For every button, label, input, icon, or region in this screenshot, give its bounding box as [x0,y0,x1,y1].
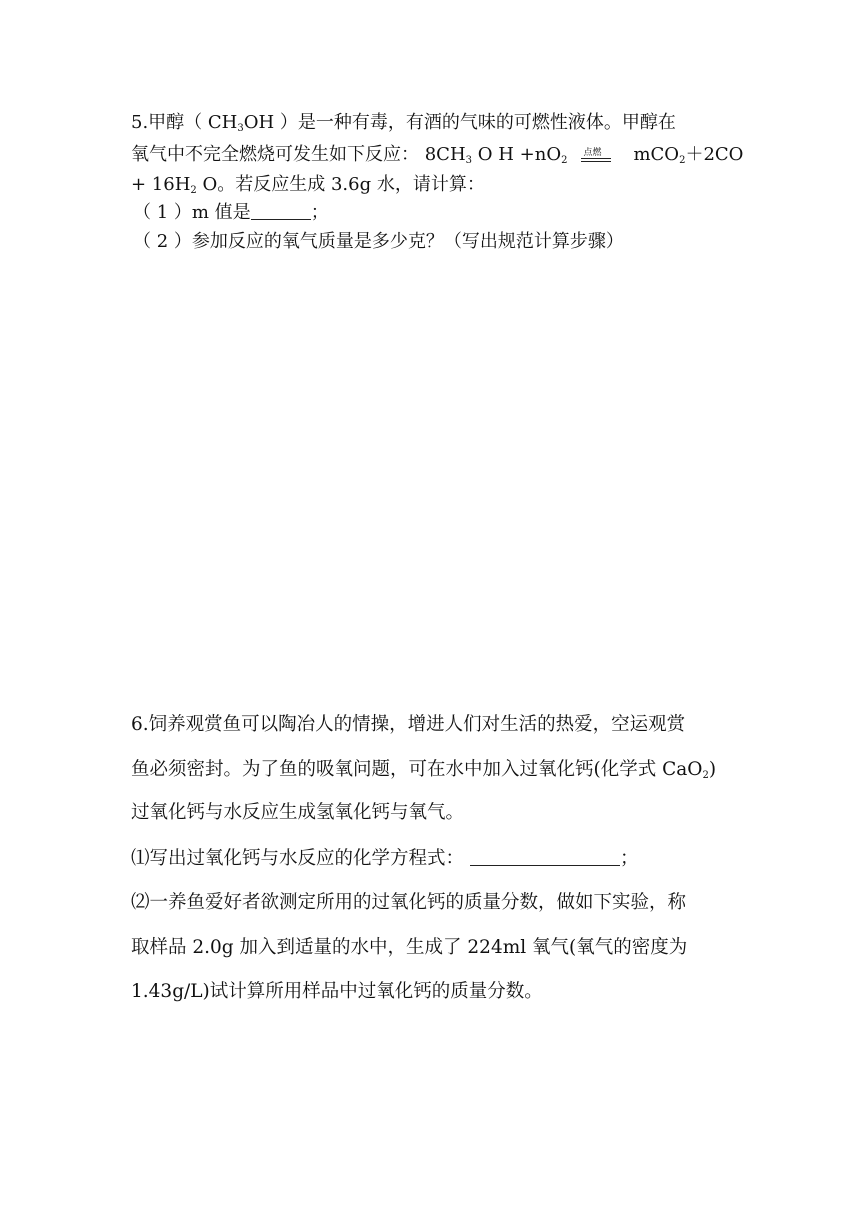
q6-subquestion-2-line-2 [131,933,687,959]
q5-subquestion-2 [133,227,624,253]
q6-sub1-label: ⑴写出过氧化钙与水反应的化学方程式： [131,848,465,869]
subscript: 2 [190,185,197,196]
q5-sub2-text: （ 2 ）参加反应的氧气质量是多少克？（写出规范计算步骤） [133,231,624,252]
answer-blank[interactable] [251,203,311,220]
subscript: 3 [237,123,244,134]
subscript: 2 [679,155,686,166]
q5-line-3 [131,170,485,196]
q6-text: ) [708,759,717,780]
punctuation: ； [310,202,329,223]
q6-subquestion-1 [131,844,639,870]
q5-line-1 [131,108,676,134]
subscript: 2 [561,155,568,166]
q6-text: 过氧化钙与水反应生成氢氧化钙与氧气。 [131,802,465,823]
q6-subquestion-2-line-1 [131,888,686,914]
punctuation: ； [620,848,639,869]
q5-equation-text: + 16H [131,174,191,195]
q6-sub2-text: ⑵一养鱼爱好者欲测定所用的过氧化钙的质量分数，做如下实验，称 [131,892,687,913]
q6-text: 6.饲养观赏鱼可以陶冶人的情操，增进人们对生活的热爱，空运观赏 [131,714,686,735]
q5-subquestion-1 [133,198,329,224]
subscript: 3 [465,155,473,166]
q6-line-3 [131,798,464,824]
q5-equation-text: 氧气中不完全燃烧可发生如下反应： 8CH [131,144,466,165]
q6-text: 鱼必须密封。为了鱼的吸氧问题，可在水中加入过氧化钙(化学式 CaO [131,759,703,780]
q5-text: O。若反应生成 3.6g 水，请计算： [196,174,485,195]
q5-equation-text: mCO [633,144,680,165]
subscript: 2 [702,770,709,781]
answer-blank[interactable] [470,849,620,866]
q5-text: OH ）是一种有毒，有酒的气味的可燃性液体。甲醇在 [243,112,676,133]
q5-line-2 [131,140,743,166]
q6-sub2-text: 1.43g/L)试计算所用样品中过氧化钙的质量分数。 [131,981,543,1002]
q6-line-2 [131,755,716,781]
q6-subquestion-2-line-3 [131,977,543,1003]
q5-equation-text: ＋2CO [685,144,744,165]
q5-sub1-label: （ 1 ）m 值是 [133,202,251,223]
q6-line-1 [131,710,685,736]
q5-equation-text: O H +nO [472,144,562,165]
reaction-condition: 点燃 [583,148,602,158]
q5-text: 5.甲醇（ CH [131,112,238,133]
q6-sub2-text: 取样品 2.0g 加入到适量的水中，生成了 224ml 氧气(氧气的密度为 [131,937,688,958]
